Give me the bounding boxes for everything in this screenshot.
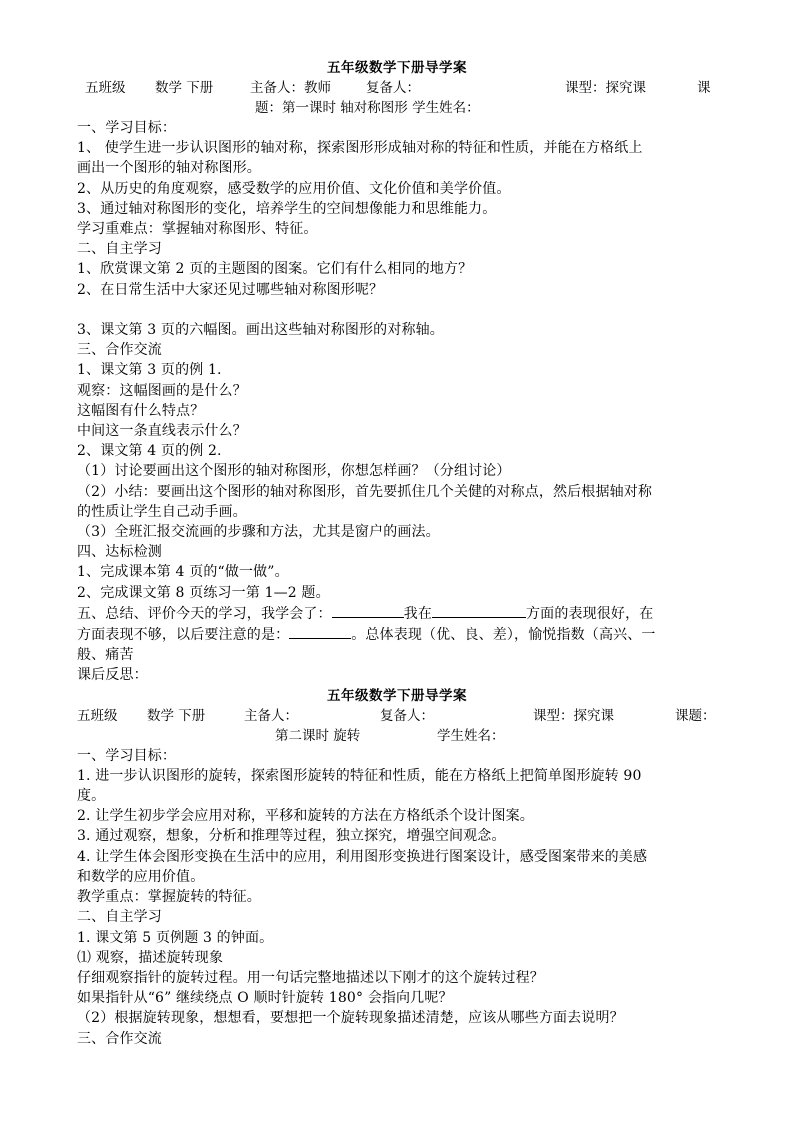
plan1-line: 的性质让学生自己动手画。 — [77, 503, 247, 520]
plan1-title: 五年级数学下册导学案 — [327, 60, 467, 76]
plan1-line: 四、达标检测 — [77, 544, 162, 561]
plan1-topic: 题：第一课时 轴对称图形 学生姓名： — [255, 100, 480, 116]
plan2-line: 1. 进一步认识图形的旋转，探索图形旋转的特征和性质，能在方格纸上把简单图形旋转 90 — [77, 767, 642, 784]
plan1-subject: 数学 下册 — [155, 80, 214, 96]
plan1-line: （3）全班汇报交流画的步骤和方法，尤其是窗户的画法。 — [77, 524, 440, 541]
plan2-subject: 数学 下册 — [147, 707, 206, 724]
plan1-line: （2）小结：要画出这个图形的轴对称图形，首先要抓住几个关健的对称点，然后根据轴对称 — [77, 483, 653, 500]
plan1-header-row2 — [77, 98, 717, 118]
summary-text: 方面的表现很好，在 — [526, 605, 654, 622]
plan1-grade: 五班级 — [85, 80, 126, 96]
plan2-preparer: 主备人： — [244, 707, 298, 724]
summary-text: 我在 — [403, 605, 433, 622]
plan1-line: 3、课文第 3 页的六幅图。画出这些轴对称图形的对称轴。 — [77, 322, 444, 339]
summary-text: 。总体表现（优、良、差），愉悦指数（高兴、一 — [351, 627, 656, 644]
plan1-line: 3、通过轴对称图形的变化，培养学生的空间想像能力和思维能力。 — [77, 200, 497, 217]
plan1-line: （1）讨论要画出这个图形的轴对称图形，你想怎样画？（分组讨论） — [77, 463, 511, 480]
plan2-line: 如果指针从“6” 继续绕点 O 顺时针旋转 180° 会指向几呢？ — [77, 990, 453, 1007]
plan1-line: 一、学习目标： — [77, 120, 177, 136]
plan2-line: 度。 — [77, 788, 106, 805]
plan1-line: 2、在日常生活中大家还见过哪些轴对称图形呢？ — [77, 281, 384, 298]
plan2-line: 一、学习目标： — [77, 747, 177, 764]
plan2-line: 教学重点：掌握旋转的特征。 — [77, 889, 261, 906]
plan1-line: 2、完成课文第 8 页练习一第 1—2 题。 — [77, 584, 330, 601]
plan1-line: 1、完成课本第 4 页的“做一做”。 — [77, 564, 289, 581]
plan2-line: （2）根据旋转现象，想想看，要想把一个旋转现象描述清楚，应该从哪些方面去说明？ — [77, 1010, 624, 1027]
plan1-line: 这幅图有什么特点？ — [77, 402, 205, 419]
plan2-body — [77, 746, 717, 1049]
plan1-preparer: 主备人：教师 — [250, 80, 331, 96]
plan2-line: 2. 让学生初步学会应用对称，平移和旋转的方法在方格纸杀个设计图案。 — [77, 808, 534, 825]
plan2-header-row2 — [77, 726, 717, 746]
plan1-lesson-type: 课型：探究课 — [565, 80, 646, 96]
plan2-topic-label: 课题： — [675, 707, 716, 724]
plan1-line: 二、自主学习 — [77, 241, 162, 258]
summary-text: 五、总结、评价今天的学习，我学会了： — [77, 605, 332, 622]
plan1-line: 1、欣赏课文第 2 页的主题图的图案。它们有什么相同的地方？ — [77, 261, 473, 278]
plan1-line: 2、课文第 4 页的例 2. — [77, 443, 222, 460]
plan2-line: 三、合作交流 — [77, 1030, 162, 1047]
plan1-line: 画出一个图形的轴对称图形。 — [77, 160, 261, 177]
plan1-body — [77, 118, 717, 686]
blank-line — [77, 300, 717, 320]
answer-blank[interactable] — [332, 603, 404, 618]
summary-line — [77, 603, 717, 624]
plan1-line: 观察：这幅图画的是什么？ — [77, 382, 247, 399]
plan1-co-preparer: 复备人： — [366, 80, 420, 96]
answer-blank[interactable] — [289, 624, 351, 639]
plan2-co-preparer: 复备人： — [380, 707, 434, 724]
answer-blank[interactable] — [432, 603, 526, 618]
plan2-lesson: 第二课时 旋转 — [275, 727, 361, 744]
plan1-line: 1、课文第 3 页的例 1. — [77, 362, 222, 379]
plan1-topic-label: 课 — [697, 80, 711, 96]
summary-line — [77, 624, 717, 645]
plan2-lesson-type: 课型：探究课 — [533, 707, 614, 724]
plan2-grade: 五班级 — [77, 707, 118, 724]
plan2-line: 3. 通过观察，想象，分析和推理等过程，独立探究，增强空间观念。 — [77, 828, 506, 845]
reflection-label: 课后反思： — [77, 667, 148, 684]
plan2-line: 和数学的应用价值。 — [77, 868, 205, 885]
plan1-line: 1、 使学生进一步认识图形的轴对称，探索图形形成轴对称的特征和性质，并能在方格纸上 — [77, 140, 643, 157]
plan1-line: 2、从历史的角度观察，感受数学的应用价值、文化价值和美学价值。 — [77, 180, 511, 197]
plan2-line: 1. 课文第 5 页例题 3 的钟面。 — [77, 929, 274, 946]
summary-text: 方面表现不够，以后要注意的是： — [77, 627, 290, 644]
plan1-line: 学习重难点：掌握轴对称图形、特征。 — [77, 221, 318, 238]
document-page — [77, 58, 717, 1049]
plan2-line: ⑴ 观察，描述旋转现象 — [77, 949, 224, 966]
plan2-line: 仔细观察指针的旋转过程。用一句话完整地描述以下刚才的这个旋转过程？ — [77, 969, 544, 986]
plan2-line: 4. 让学生体会图形变换在生活中的应用，利用图形变换进行图案设计，感受图案带来的美感 — [77, 848, 648, 865]
plan1-line: 三、合作交流 — [77, 342, 162, 359]
plan2-title: 五年级数学下册导学案 — [327, 687, 467, 704]
plan1-line: 中间这一条直线表示什么？ — [77, 423, 247, 440]
summary-line: 般、痛苦 — [77, 647, 134, 664]
plan2-header-row — [77, 706, 717, 726]
plan2-student: 学生姓名： — [437, 727, 505, 744]
plan2-line: 二、自主学习 — [77, 909, 162, 926]
plan1-header-row — [77, 78, 717, 98]
